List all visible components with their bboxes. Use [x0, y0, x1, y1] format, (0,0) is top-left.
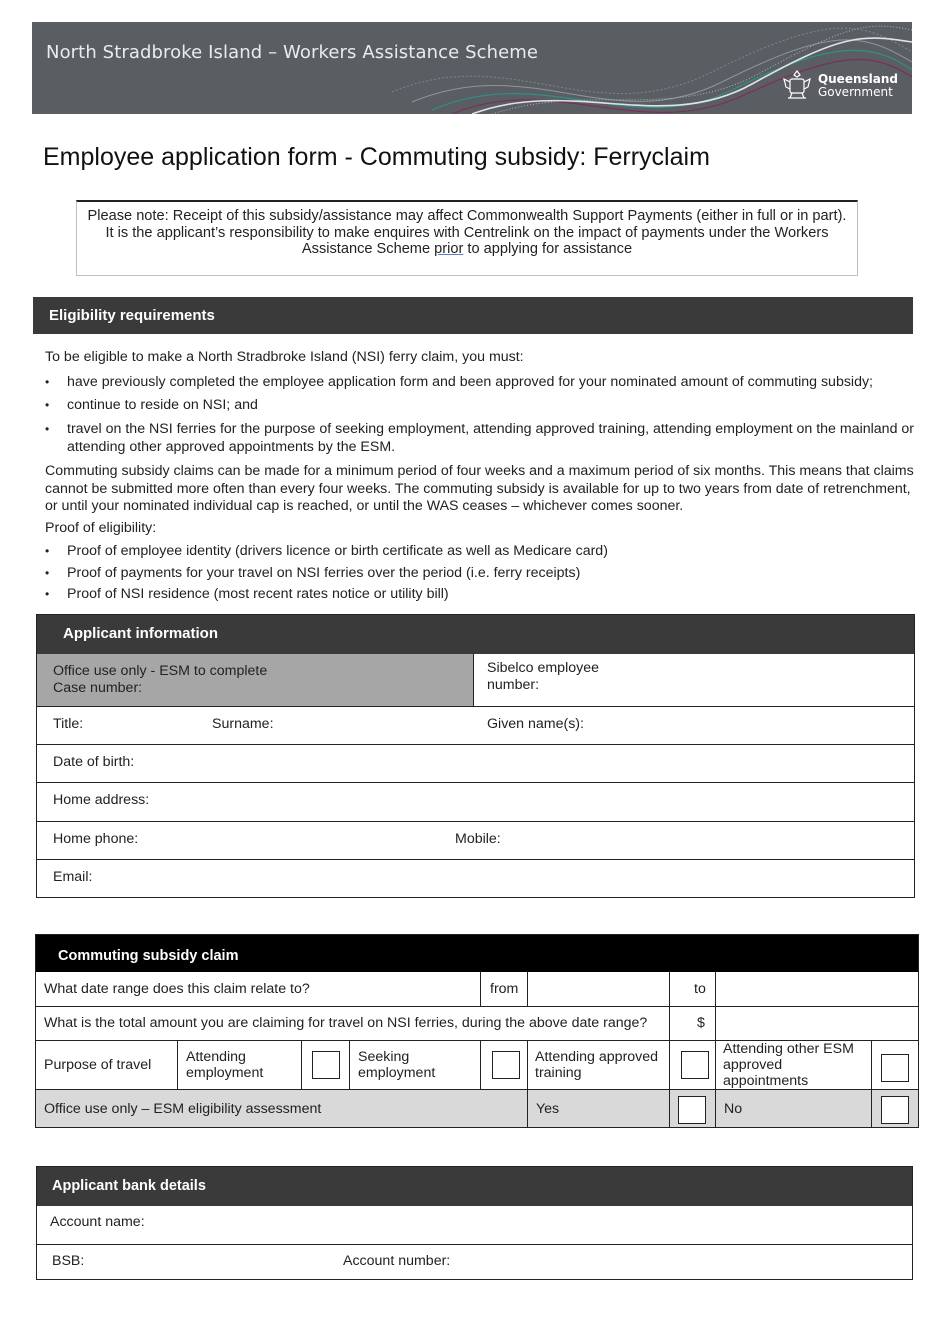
office-use-label	[53, 663, 267, 697]
surname-label: Surname:	[212, 716, 274, 732]
seeking-employment-checkbox[interactable]	[492, 1051, 520, 1079]
commuting-subsidy-claim-table	[35, 934, 919, 1128]
office-assessment-label: Office use only – ESM eligibility assessment	[44, 1101, 322, 1117]
home-address-label: Home address:	[53, 792, 150, 808]
qld-logo-line1: Queensland	[817, 72, 898, 86]
bank-details-header: Applicant bank details	[37, 1167, 912, 1206]
mobile-label: Mobile:	[455, 831, 501, 847]
note-box	[76, 200, 858, 276]
yes-label: Yes	[536, 1101, 560, 1117]
eligibility-intro: To be eligible to make a North Stradbroke Island (NSI) ferry claim, you must:	[45, 349, 524, 365]
proof-label: Proof of eligibility:	[45, 520, 157, 536]
note-text-prior: prior	[434, 241, 464, 258]
eligibility-bullet: • have previously completed the employee application form and been approved for your nominated amount of commuting subsidy;	[45, 374, 915, 392]
account-name-label: Account name:	[50, 1214, 145, 1230]
eligibility-yes-checkbox[interactable]	[678, 1096, 706, 1124]
qld-government-logo	[780, 68, 898, 104]
attending-employment-checkbox[interactable]	[312, 1051, 340, 1079]
option-other-esm-appointments-label: Attending other ESM approved appointments	[723, 1041, 854, 1089]
email-label: Email:	[53, 869, 93, 885]
other-esm-appointments-checkbox[interactable]	[881, 1054, 909, 1082]
qld-logo-line2: Government	[817, 85, 893, 99]
option-attending-employment-label: Attending employment	[186, 1049, 264, 1081]
proof-bullet: • Proof of payments for your travel on NSI ferries over the period (i.e. ferry receipts)	[45, 565, 915, 583]
home-phone-label: Home phone:	[53, 831, 139, 847]
eligibility-paragraph: Commuting subsidy claims can be made for a minimum period of four weeks and a maximum period of six months. This means that claims cannot be submitted more often than every four weeks. The commuting subsidy is available for up to two years from date of retrenchment, or until your nominated individual cap is reached, or until the WAS ceases – whichever comes sooner.	[45, 463, 914, 514]
applicant-bank-details-table	[36, 1166, 913, 1280]
commuting-subsidy-claim-header: Commuting subsidy claim	[36, 935, 918, 972]
date-of-birth-label: Date of birth:	[53, 754, 135, 770]
currency-label: $	[697, 1015, 705, 1031]
option-seeking-employment-label: Seeking employment	[358, 1049, 436, 1081]
note-text	[77, 208, 857, 258]
from-label: from	[490, 981, 519, 997]
qld-crest-icon	[780, 68, 814, 104]
banner-title: North Stradbroke Island – Workers Assistance Scheme	[46, 42, 539, 63]
note-text-part2: to applying for assistance	[463, 241, 633, 258]
no-label: No	[724, 1101, 743, 1117]
given-names-label: Given name(s):	[487, 716, 584, 732]
option-approved-training-label: Attending approved training	[535, 1049, 659, 1081]
to-label: to	[694, 981, 706, 997]
eligibility-no-checkbox[interactable]	[881, 1096, 909, 1124]
bsb-label: BSB:	[52, 1253, 85, 1269]
header-banner	[32, 22, 912, 114]
form-title: Employee application form - Commuting subsidy: Ferryclaim	[43, 143, 710, 171]
note-text-part1: Please note: Receipt of this subsidy/assistance may affect Commonwealth Support Payments (either in full or in part). It is the applicant’s responsibility to make enquires with Centrelink on the impact of payments under the Workers Assistance Scheme	[87, 208, 847, 258]
account-number-label: Account number:	[343, 1253, 451, 1269]
eligibility-bullet: • continue to reside on NSI; and	[45, 397, 915, 415]
applicant-information-header: Applicant information	[37, 615, 914, 654]
eligibility-header: Eligibility requirements	[33, 297, 913, 334]
date-range-question: What date range does this claim relate to?	[44, 981, 310, 997]
title-label: Title:	[53, 716, 84, 732]
purpose-of-travel-label: Purpose of travel	[44, 1057, 152, 1073]
proof-bullet: • Proof of NSI residence (most recent rates notice or utility bill)	[45, 586, 915, 604]
proof-bullet: • Proof of employee identity (drivers licence or birth certificate as well as Medicare card)	[45, 543, 915, 561]
office-use-line1: Office use only - ESM to complete	[53, 663, 268, 679]
sibelco-employee-number-label: Sibelco employee number:	[487, 660, 599, 693]
case-number-label: Case number:	[53, 680, 143, 696]
eligibility-bullet: • travel on the NSI ferries for the purpose of seeking employment, attending approved training, attending employment on the mainland or attending other approved appointments by the ESM.	[45, 421, 915, 456]
applicant-information-table	[36, 614, 915, 898]
approved-training-checkbox[interactable]	[681, 1051, 709, 1079]
amount-question: What is the total amount you are claiming for travel on NSI ferries, during the above date range?	[44, 1015, 648, 1031]
